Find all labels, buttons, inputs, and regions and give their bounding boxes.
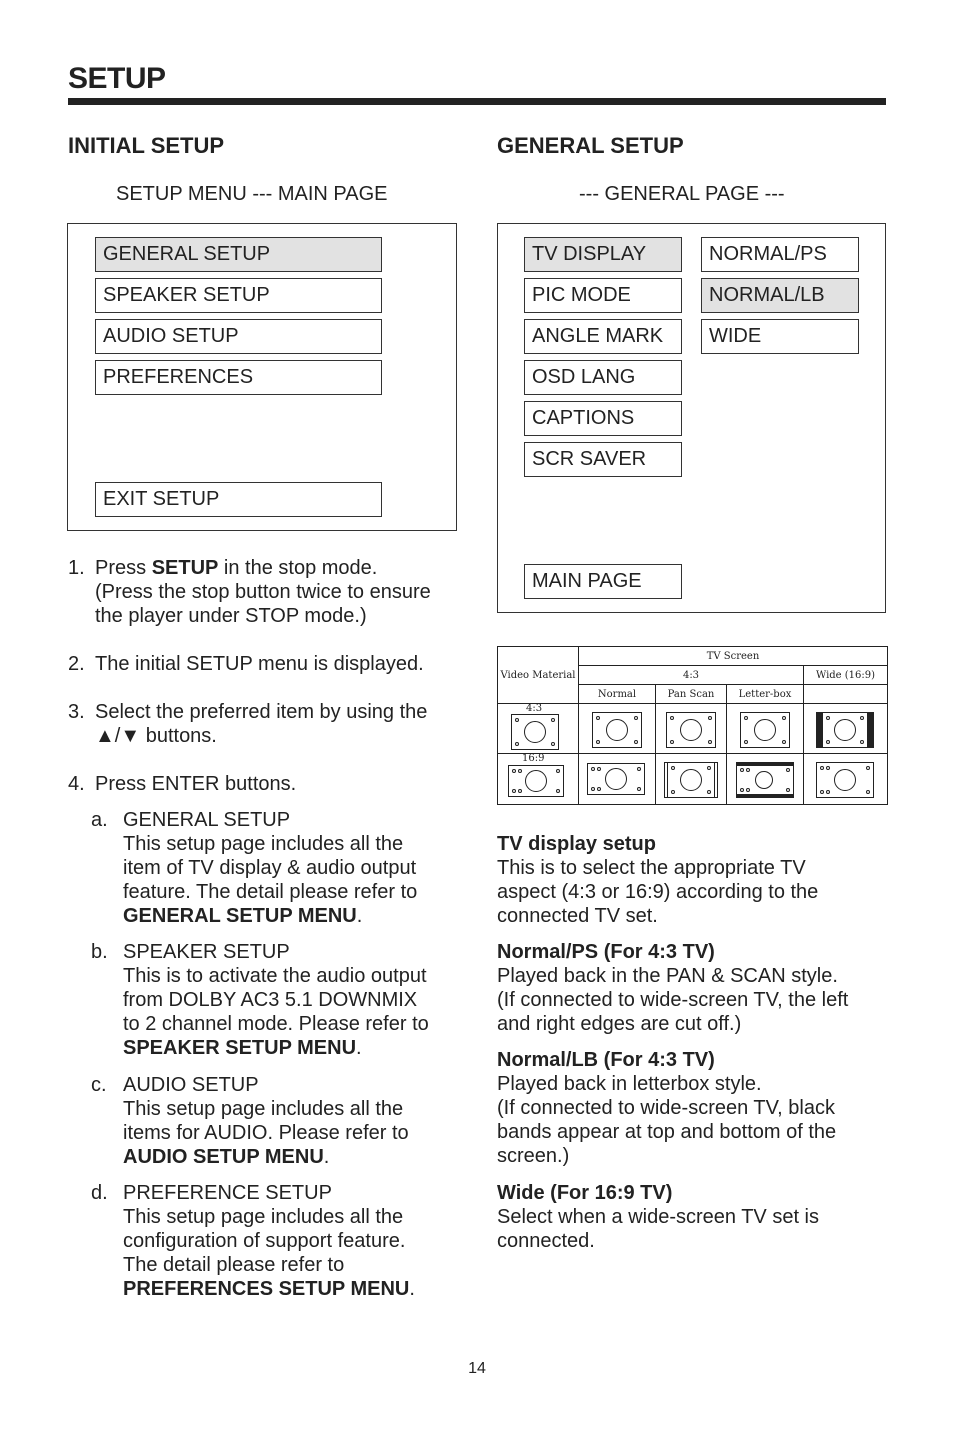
step-4 — [68, 772, 468, 796]
step-number: 3. — [68, 701, 85, 723]
dot-icon — [671, 790, 675, 794]
dot-icon — [708, 740, 712, 744]
circle-icon — [755, 771, 773, 789]
panscan-169-cell — [656, 754, 727, 805]
circle-icon — [834, 769, 856, 791]
sub-bold: GENERAL SETUP MENU — [123, 905, 357, 927]
tv-screen-icon — [666, 712, 716, 748]
material-169-cell — [498, 754, 579, 805]
desc-wide — [497, 1181, 897, 1253]
tv-screen-icon — [511, 714, 559, 750]
desc-tv-display — [497, 832, 897, 928]
dot-icon — [597, 787, 601, 791]
letterbox-band — [737, 763, 793, 766]
initial-setup-heading: INITIAL SETUP — [68, 133, 225, 158]
desc-text: bands appear at top and bottom of the — [497, 1121, 837, 1143]
menu-item-main-page[interactable]: MAIN PAGE — [524, 564, 682, 599]
desc-title: Normal/PS (For 4:3 TV) — [497, 941, 715, 963]
menu-item-angle-mark[interactable]: ANGLE MARK — [524, 319, 682, 354]
step-text: The initial SETUP menu is displayed. — [95, 653, 424, 675]
general-page-menu-screen — [497, 223, 886, 613]
tv-screen-icon — [816, 712, 874, 748]
tv-screen-icon — [740, 712, 790, 748]
side-band — [817, 713, 823, 747]
step-text: (Press the stop button twice to ensure — [95, 581, 431, 603]
circle-icon — [605, 768, 627, 790]
ratio-label: 4:3 — [526, 703, 543, 714]
page-title: SETUP — [68, 62, 166, 95]
dot-icon — [670, 716, 674, 720]
dot-icon — [744, 740, 748, 744]
dot-icon — [671, 766, 675, 770]
circle-icon — [754, 719, 776, 741]
desc-text: Played back in letterbox style. — [497, 1073, 762, 1095]
sub-item-a — [91, 808, 471, 928]
side-line — [714, 763, 715, 797]
step-number: 1. — [68, 557, 85, 579]
sub-text: This setup page includes all the — [123, 1098, 404, 1120]
side-line — [667, 763, 668, 797]
desc-text: connected TV set. — [497, 905, 658, 927]
dot-icon — [820, 790, 824, 794]
menu-item-captions[interactable]: CAPTIONS — [524, 401, 682, 436]
video-material-header: Video Material — [498, 647, 579, 704]
dot-icon — [707, 766, 711, 770]
general-setup-heading: GENERAL SETUP — [497, 133, 684, 158]
sub-letter: d. — [91, 1182, 108, 1204]
menu-item-pic-mode[interactable]: PIC MODE — [524, 278, 682, 313]
dot-icon — [820, 766, 824, 770]
dot-icon — [596, 740, 600, 744]
dot-icon — [860, 740, 864, 744]
menu-item-speaker-setup[interactable]: SPEAKER SETUP — [95, 278, 382, 313]
main-page-menu-screen — [67, 223, 457, 531]
wide-169-cell — [804, 754, 888, 805]
tv-screen-icon — [736, 762, 794, 798]
step-2 — [68, 652, 468, 676]
desc-text: (If connected to wide-screen TV, the left — [497, 989, 849, 1011]
sub-text: feature. The detail please refer to — [123, 881, 418, 903]
sub-bold: SPEAKER SETUP MENU — [123, 1037, 357, 1059]
option-normal-lb[interactable]: NORMAL/LB — [701, 278, 859, 313]
dot-icon — [637, 787, 641, 791]
tv-screen-header: TV Screen — [579, 647, 888, 666]
dot-icon — [746, 768, 750, 772]
step-text: Press — [95, 557, 152, 579]
option-wide[interactable]: WIDE — [701, 319, 859, 354]
desc-title: Wide (For 16:9 TV) — [497, 1182, 673, 1204]
dot-icon — [786, 788, 790, 792]
dot-icon — [637, 767, 641, 771]
sub-item-c — [91, 1073, 471, 1169]
tv-screen-icon — [664, 762, 718, 798]
desc-title: TV display setup — [497, 833, 656, 855]
menu-item-exit-setup[interactable]: EXIT SETUP — [95, 482, 382, 517]
sub-text: . — [356, 905, 363, 927]
dot-icon — [826, 766, 830, 770]
tv-screen-icon — [508, 765, 564, 797]
sub-title: GENERAL SETUP — [123, 809, 291, 831]
dot-icon — [551, 718, 555, 722]
menu-item-tv-display[interactable]: TV DISPLAY — [524, 237, 682, 272]
sub-text: This setup page includes all the — [123, 1206, 404, 1228]
desc-normal-ps — [497, 940, 897, 1036]
desc-normal-lb — [497, 1048, 897, 1168]
dot-icon — [786, 768, 790, 772]
dot-icon — [740, 768, 744, 772]
dot-icon — [512, 769, 516, 773]
sub-title: PREFERENCE SETUP — [123, 1182, 332, 1204]
dot-icon — [782, 716, 786, 720]
dot-icon — [556, 769, 560, 773]
letterbox-169-cell — [727, 754, 804, 805]
sub-text: This setup page includes all the — [123, 833, 404, 855]
circle-icon — [606, 719, 628, 741]
desc-text: aspect (4:3 or 16:9) according to the — [497, 881, 819, 903]
desc-text: Select when a wide-screen TV set is — [497, 1206, 820, 1228]
dot-icon — [596, 716, 600, 720]
title-rule — [68, 98, 886, 105]
dot-icon — [708, 716, 712, 720]
normal-header: Normal — [579, 685, 656, 704]
ratio-label: 16:9 — [522, 753, 545, 764]
page-number: 14 — [468, 1360, 486, 1377]
step-bold: SETUP — [151, 557, 219, 579]
step-text: the player under STOP mode.) — [95, 605, 367, 627]
normal-43-cell — [579, 704, 656, 754]
desc-text: This is to select the appropriate TV — [497, 857, 806, 879]
menu-item-preferences[interactable]: PREFERENCES — [95, 360, 382, 395]
sub-text: configuration of support feature. — [123, 1230, 406, 1252]
dot-icon — [551, 742, 555, 746]
dot-icon — [826, 740, 830, 744]
dot-icon — [746, 788, 750, 792]
step-1 — [68, 556, 468, 628]
pan-scan-header: Pan Scan — [656, 685, 727, 704]
sub-text: This is to activate the audio output — [123, 965, 427, 987]
general-page-caption: --- GENERAL PAGE --- — [579, 183, 785, 205]
dot-icon — [740, 788, 744, 792]
sub-title: AUDIO SETUP — [123, 1074, 259, 1096]
dot-icon — [597, 767, 601, 771]
sub-item-d — [91, 1181, 471, 1301]
step-text: ▲/▼ buttons. — [95, 725, 217, 747]
dot-icon — [591, 767, 595, 771]
sub-text: item of TV display & audio output — [123, 857, 417, 879]
dot-icon — [860, 716, 864, 720]
sub-text: . — [356, 1037, 362, 1059]
menu-item-audio-setup[interactable]: AUDIO SETUP — [95, 319, 382, 354]
dot-icon — [707, 790, 711, 794]
sub-item-b — [91, 940, 471, 1060]
dot-icon — [515, 742, 519, 746]
dot-icon — [826, 716, 830, 720]
dot-icon — [512, 789, 516, 793]
dot-icon — [591, 787, 595, 791]
option-normal-ps[interactable]: NORMAL/PS — [701, 237, 859, 272]
circle-icon — [525, 770, 547, 792]
sub-title: SPEAKER SETUP — [123, 941, 290, 963]
tv-screen-icon — [592, 712, 642, 748]
sub-bold: AUDIO SETUP MENU — [123, 1146, 324, 1168]
desc-text: Played back in the PAN & SCAN style. — [497, 965, 838, 987]
sub-text: from DOLBY AC3 5.1 DOWNMIX — [123, 989, 418, 1011]
circle-icon — [680, 719, 702, 741]
desc-title: Normal/LB (For 4:3 TV) — [497, 1049, 715, 1071]
dot-icon — [782, 740, 786, 744]
wide-header: Wide (16:9) — [804, 666, 888, 685]
dot-icon — [866, 790, 870, 794]
sub-text: to 2 channel mode. Please refer to — [123, 1013, 429, 1035]
dot-icon — [515, 718, 519, 722]
sub-bold: PREFERENCES SETUP MENU — [123, 1278, 410, 1300]
desc-text: (If connected to wide-screen TV, black — [497, 1097, 835, 1119]
ratio-43-header: 4:3 — [579, 666, 804, 685]
step-text: in the stop mode. — [218, 557, 378, 579]
dot-icon — [634, 716, 638, 720]
circle-icon — [680, 769, 702, 791]
dot-icon — [556, 789, 560, 793]
circle-icon — [524, 721, 546, 743]
step-text: Press ENTER buttons. — [95, 773, 297, 795]
letterbox-43-cell — [727, 704, 804, 754]
circle-icon — [834, 719, 856, 741]
dot-icon — [744, 716, 748, 720]
dot-icon — [518, 789, 522, 793]
sub-text: . — [323, 1146, 330, 1168]
dot-icon — [826, 790, 830, 794]
menu-item-general-setup[interactable]: GENERAL SETUP — [95, 237, 382, 272]
step-text: Select the preferred item by using the — [95, 701, 428, 723]
step-number: 4. — [68, 773, 85, 795]
panscan-43-cell — [656, 704, 727, 754]
step-number: 2. — [68, 653, 85, 675]
dot-icon — [634, 740, 638, 744]
tv-screen-icon — [587, 763, 645, 795]
menu-item-scr-saver[interactable]: SCR SAVER — [524, 442, 682, 477]
letterbox-band — [737, 794, 793, 797]
dot-icon — [866, 766, 870, 770]
side-band — [867, 713, 873, 747]
dot-icon — [518, 769, 522, 773]
desc-text: and right edges are cut off.) — [497, 1013, 742, 1035]
desc-text: screen.) — [497, 1145, 570, 1167]
sub-text: . — [409, 1278, 415, 1300]
desc-text: connected. — [497, 1230, 595, 1252]
sub-text: The detail please refer to — [123, 1254, 345, 1276]
step-3 — [68, 700, 468, 748]
tv-compat-table — [497, 646, 888, 805]
menu-item-osd-lang[interactable]: OSD LANG — [524, 360, 682, 395]
dot-icon — [670, 740, 674, 744]
letter-box-header: Letter-box — [727, 685, 804, 704]
normal-169-cell — [579, 754, 656, 805]
sub-letter: b. — [91, 941, 108, 963]
sub-letter: c. — [91, 1074, 107, 1096]
sub-letter: a. — [91, 809, 108, 831]
wide-empty-header — [804, 685, 888, 704]
sub-text: items for AUDIO. Please refer to — [123, 1122, 409, 1144]
tv-screen-icon — [816, 762, 874, 798]
wide-43-cell — [804, 704, 888, 754]
material-43-cell — [498, 704, 579, 754]
main-page-caption: SETUP MENU --- MAIN PAGE — [116, 183, 388, 205]
